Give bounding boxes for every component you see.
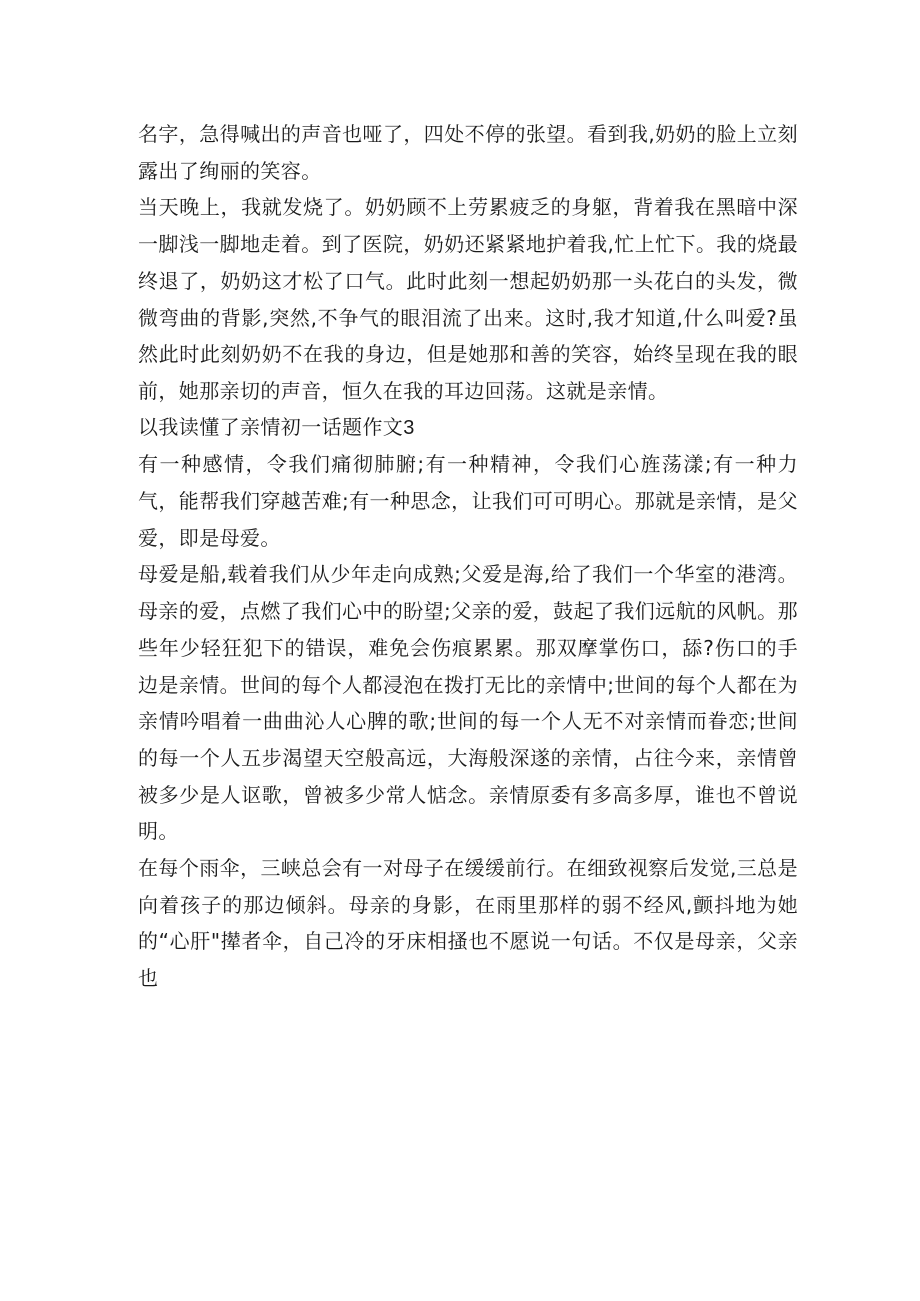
paragraph-2: 当天晚上，我就发烧了。奶奶顾不上劳累疲乏的身躯，背着我在黑暗中深一脚浅一脚地走着。到了医院，奶奶还紧紧地护着我,忙上忙下。我的烧最终退了，奶奶这才松了口气。此时此刻一想起奶奶那一头花白的头发，微微弯曲的背影,突然,不争气的眼泪流了出来。这时,我才知道,什么叫爱?虽然此时此刻奶奶不在我的身边，但是她那和善的笑容，始终呈现在我的眼前，她那亲切的声音，恒久在我的耳边回荡。这就是亲情。 [138, 195, 798, 403]
paragraph-3: 有一种感情，令我们痛彻肺腑;有一种精神，令我们心旌荡漾;有一种力气，能帮我们穿越苦难;有一种思念，让我们可可明心。那就是亲情，是父爱，即是母爱。 [138, 452, 798, 550]
essay-heading: 以我读懂了亲情初一话题作文3 [138, 416, 415, 439]
document-body [138, 116, 798, 997]
paragraph-5: 在每个雨伞，三峡总会有一对母子在缓缓前行。在细致视察后发觉,三总是向着孩子的那边倾斜。母亲的身影，在雨里那样的弱不经风,颤抖地为她的“心肝"撵者伞，自己冷的牙床相搔也不愿说一句话。不仅是母亲，父亲也 [138, 856, 798, 991]
paragraph-1: 名字，急得喊出的声音也哑了，四处不停的张望。看到我,奶奶的脸上立刻露出了绚丽的笑容。 [138, 122, 798, 183]
paragraph-4: 母爱是船,载着我们从少年走向成熟;父爱是海,给了我们一个华室的港湾。母亲的爱，点燃了我们心中的盼望;父亲的爱，鼓起了我们远航的风帆。那些年少轻狂犯下的错误，难免会伤痕累累。那双摩掌伤口，舔?伤口的手边是亲情。世间的每个人都浸泡在拨打无比的亲情中;世间的每个人都在为亲情吟唱着一曲曲沁人心脾的歌;世间的每一个人无不对亲情而眷恋;世间的每一个人五步渴望天空般高远，大海般深遂的亲情，占往今来，亲情曾被多少是人讴歌，曾被多少常人惦念。亲情原委有多高多厚，谁也不曾说明。 [138, 562, 798, 844]
